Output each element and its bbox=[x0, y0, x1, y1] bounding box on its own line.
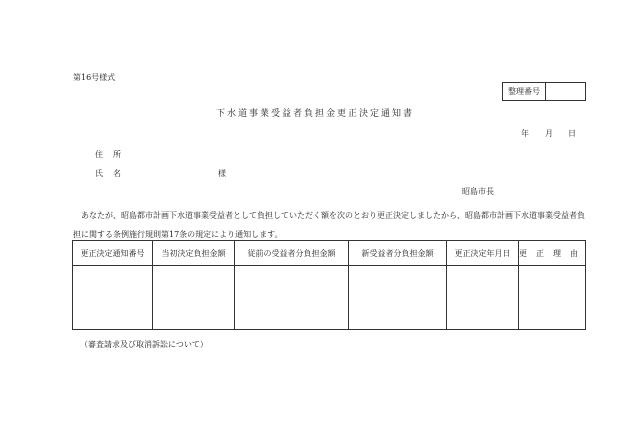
date-year: 年 bbox=[521, 129, 529, 138]
reference-number-field[interactable] bbox=[546, 83, 585, 100]
col-correction-date: 更正決定年月日 bbox=[447, 241, 519, 266]
correction-table bbox=[72, 240, 586, 330]
form-number: 第16号様式 bbox=[73, 73, 116, 82]
col-new-amount: 新受益者分負担金額 bbox=[349, 241, 447, 266]
cell-previous-amount[interactable] bbox=[235, 266, 349, 330]
cell-notice-number[interactable] bbox=[73, 266, 153, 330]
reference-number-label: 整理番号 bbox=[503, 83, 546, 100]
date-day: 日 bbox=[568, 129, 576, 138]
col-previous-amount: 従前の受益者分負担金額 bbox=[235, 241, 349, 266]
document-title: 下水道事業受益者負担金更正決定通知書 bbox=[215, 109, 414, 119]
col-correction-reason: 更正理由 bbox=[519, 241, 586, 266]
table-header-row bbox=[73, 241, 586, 266]
cell-initial-amount[interactable] bbox=[153, 266, 235, 330]
table-row bbox=[73, 266, 586, 330]
reference-number-box bbox=[502, 82, 586, 101]
name-label: 氏名 bbox=[95, 169, 131, 178]
cell-correction-date[interactable] bbox=[447, 266, 519, 330]
cell-correction-reason[interactable] bbox=[519, 266, 586, 330]
col-notice-number: 更正決定通知番号 bbox=[73, 241, 153, 266]
address-label: 住所 bbox=[95, 150, 131, 159]
body-text: あなたが、昭島都市計画下水道事業受益者として負担していただく額を次のとおり更正決定しましたから、昭島都市計画下水道事業受益者負担に関する条例施行規則第17条の規定により通知します。 bbox=[73, 211, 585, 239]
sender-mayor: 昭島市長 bbox=[462, 187, 494, 196]
cell-new-amount[interactable] bbox=[349, 266, 447, 330]
date-month: 月 bbox=[545, 129, 553, 138]
honorific: 様 bbox=[218, 169, 226, 178]
col-initial-amount: 当初決定負担金額 bbox=[153, 241, 235, 266]
appeal-note: （審査請求及び取消訴訟について） bbox=[80, 340, 208, 349]
